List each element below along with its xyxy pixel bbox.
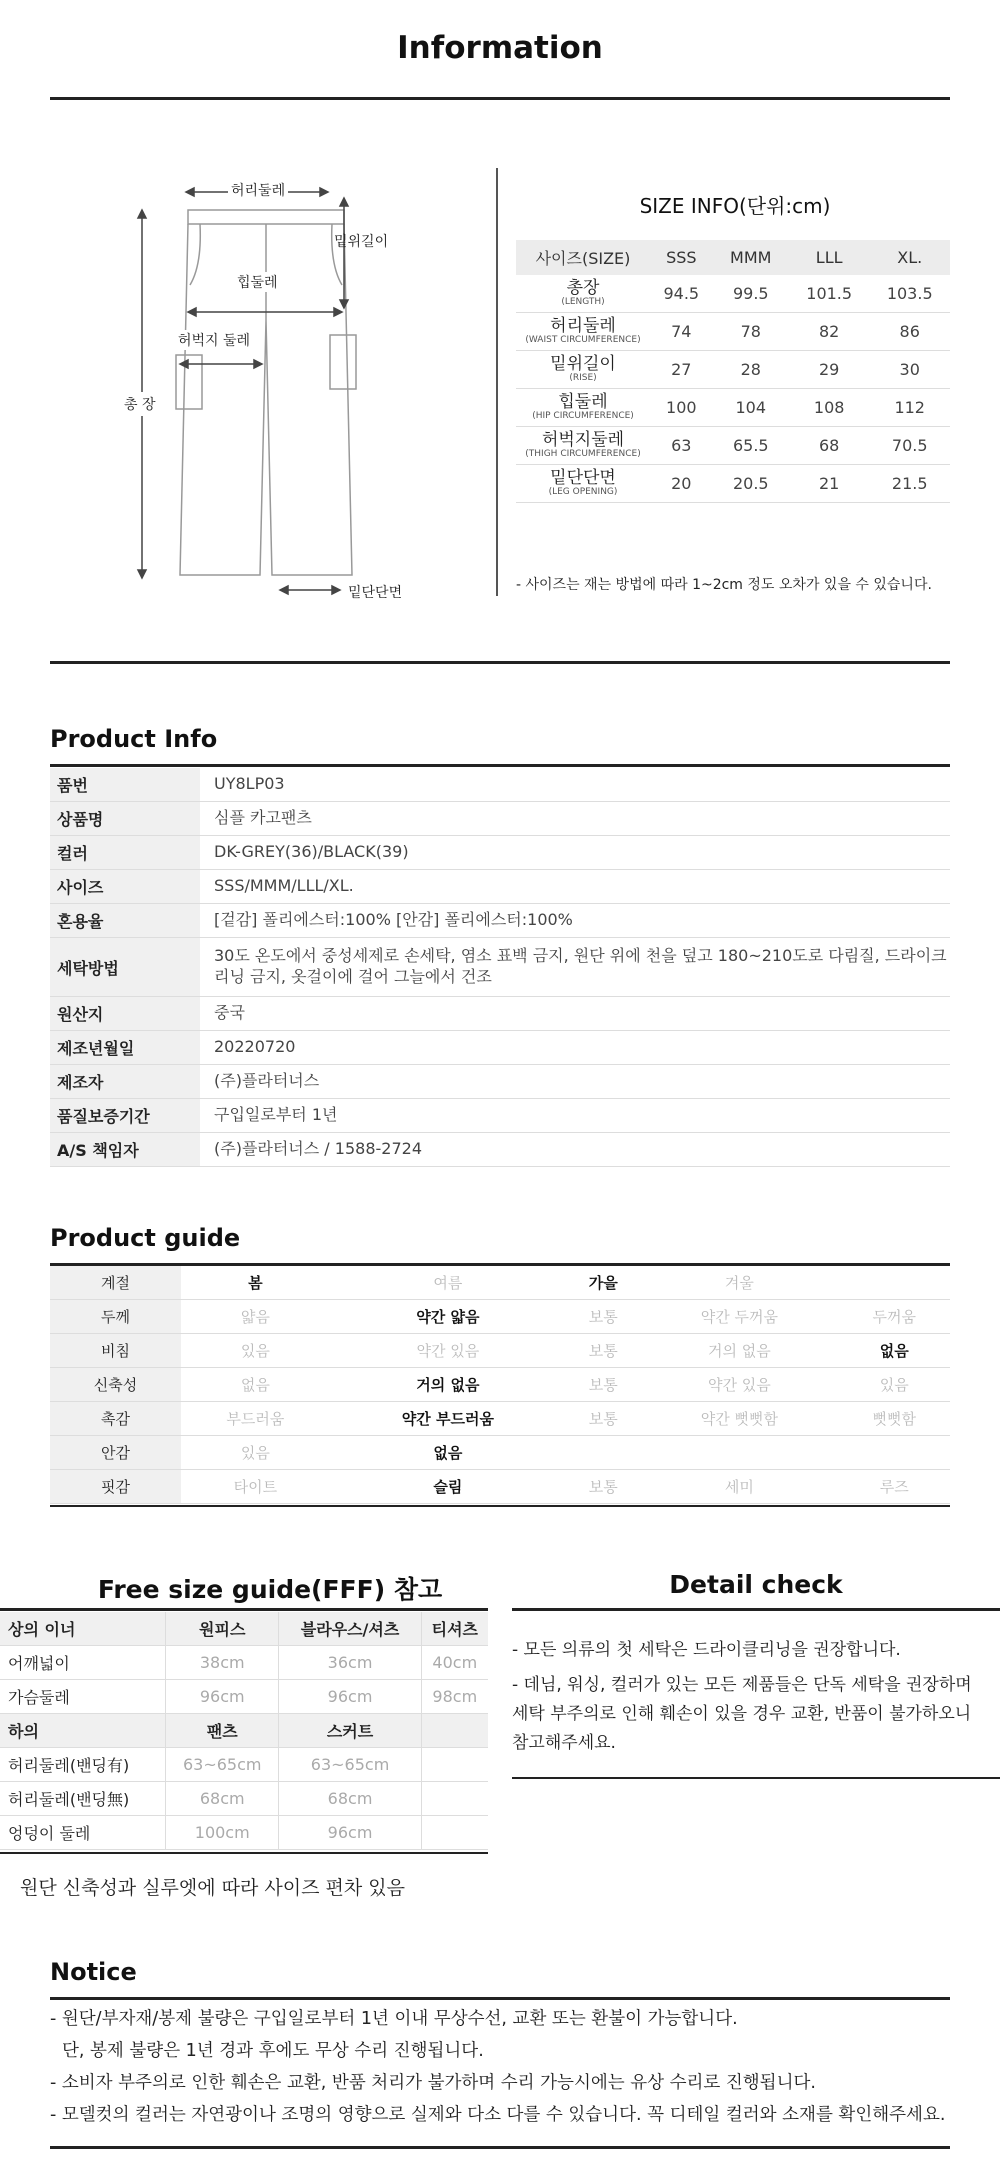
free-size-value: 63~65cm [279, 1748, 421, 1782]
size-value: 100 [650, 389, 713, 427]
product-info-key: A/S 책임자 [50, 1133, 200, 1167]
size-label-ko: 총장 [566, 277, 600, 298]
free-size-value: 96cm [279, 1816, 421, 1850]
size-value: 74 [650, 313, 713, 351]
label-rise: 밑위길이 [334, 234, 389, 250]
free-size-value: 원피스 [166, 1612, 279, 1646]
guide-option: 타이트 [181, 1470, 330, 1504]
guide-option [566, 1436, 640, 1470]
product-info-value: (주)플라터너스 [214, 1071, 320, 1091]
guide-option: 약간 있음 [330, 1334, 566, 1368]
product-info-value: SSS/MMM/LLL/XL. [214, 876, 354, 896]
guide-option: 보통 [566, 1470, 640, 1504]
free-size-value: 38cm [166, 1646, 279, 1680]
guide-row [50, 1470, 950, 1504]
size-row [516, 351, 950, 389]
guide-option: 얇음 [181, 1300, 330, 1334]
free-size-key: 가슴둘레 [0, 1680, 166, 1714]
size-value: 104 [713, 389, 789, 427]
cargo-pocket-left [176, 355, 202, 409]
size-row-label [516, 465, 650, 503]
detail-check-title: Detail check [669, 1570, 843, 1599]
size-value: 28 [713, 351, 789, 389]
product-info-value: 중국 [214, 1003, 245, 1023]
product-info-value: (주)플라터너스 / 1588-2724 [214, 1139, 422, 1159]
product-info-value: 심플 카고팬츠 [214, 808, 312, 828]
divider [0, 1852, 488, 1854]
size-value: 63 [650, 427, 713, 465]
guide-row [50, 1402, 950, 1436]
free-size-value: 티셔츠 [421, 1612, 488, 1646]
product-info-key: 사이즈 [50, 870, 200, 904]
free-size-row [0, 1816, 488, 1850]
size-note: - 사이즈는 재는 방법에 따라 1~2cm 정도 오차가 있을 수 있습니다. [516, 577, 932, 593]
free-size-value: 블라우스/셔츠 [279, 1612, 421, 1646]
size-row-label [516, 427, 650, 465]
guide-option [838, 1436, 950, 1470]
size-value: 68 [789, 427, 870, 465]
label-waist: 허리둘레 [228, 180, 288, 200]
size-value: 82 [789, 313, 870, 351]
guide-option: 없음 [181, 1368, 330, 1402]
size-label-en: (HIP CIRCUMFERENCE) [532, 410, 634, 421]
free-size-value [421, 1748, 488, 1782]
free-size-header-row [0, 1714, 488, 1748]
free-size-row [0, 1680, 488, 1714]
label-hip: 힙둘레 [234, 272, 281, 292]
product-info-key: 제조년월일 [50, 1031, 200, 1065]
product-info-key: 품번 [50, 768, 200, 802]
guide-row [50, 1368, 950, 1402]
free-size-value [421, 1782, 488, 1816]
divider [512, 1777, 1000, 1779]
divider [50, 1997, 950, 2000]
free-size-row [0, 1748, 488, 1782]
divider [0, 1608, 488, 1611]
free-size-key: 어깨넓이 [0, 1646, 166, 1680]
free-size-key: 엉덩이 둘레 [0, 1816, 166, 1850]
free-size-key: 허리둘레(밴딩有) [0, 1748, 166, 1782]
product-info-value: 20220720 [214, 1037, 296, 1057]
guide-option: 보통 [566, 1368, 640, 1402]
guide-option: 약간 얇음 [330, 1300, 566, 1334]
notice-line: - 소비자 부주의로 인한 훼손은 교환, 반품 처리가 불가하며 수리 가능시에는 유상 수리로 진행됩니다. [50, 2073, 816, 2093]
divider [50, 1505, 950, 1507]
size-value: 108 [789, 389, 870, 427]
size-value: 20 [650, 465, 713, 503]
size-value: 101.5 [789, 275, 870, 313]
detail-check-body [512, 1636, 992, 1764]
divider [50, 2146, 950, 2149]
cargo-pocket-right [330, 335, 356, 389]
product-info-key: 상품명 [50, 802, 200, 836]
free-size-value: 98cm [421, 1680, 488, 1714]
size-row-label [516, 313, 650, 351]
size-row-label [516, 389, 650, 427]
guide-option: 두꺼움 [838, 1300, 950, 1334]
size-value: 70.5 [869, 427, 950, 465]
guide-option: 봄 [181, 1266, 330, 1300]
size-label-en: (LEG OPENING) [548, 486, 618, 497]
product-info-key: 혼용율 [50, 904, 200, 938]
product-info-value: DK-GREY(36)/BLACK(39) [214, 842, 409, 862]
product-info-value: [겉감] 폴리에스터:100% [안감] 폴리에스터:100% [214, 910, 573, 930]
guide-option: 거의 없음 [640, 1334, 838, 1368]
guide-key: 촉감 [50, 1402, 181, 1436]
guide-option: 가을 [566, 1266, 640, 1300]
guide-option: 보통 [566, 1300, 640, 1334]
product-info-row [50, 997, 950, 1031]
pants-diagram [110, 170, 470, 610]
label-thigh: 허벅지 둘레 [176, 330, 252, 350]
pants-waistband [188, 210, 344, 224]
free-size-value: 스커트 [279, 1714, 421, 1748]
product-info-title: Product Info [50, 725, 218, 753]
guide-option: 있음 [181, 1334, 330, 1368]
divider [50, 97, 950, 100]
free-size-key: 상의 이너 [0, 1612, 166, 1646]
guide-option: 있음 [838, 1368, 950, 1402]
product-info-key: 원산지 [50, 997, 200, 1031]
size-row-label [516, 275, 650, 313]
product-info-row [50, 870, 950, 904]
free-size-key: 하의 [0, 1714, 166, 1748]
guide-option [838, 1266, 950, 1300]
guide-option: 겨울 [640, 1266, 838, 1300]
free-size-value [421, 1714, 488, 1748]
free-size-note: 원단 신축성과 실루엣에 따라 사이즈 편차 있음 [20, 1877, 405, 1899]
size-row [516, 465, 950, 503]
size-value: 78 [713, 313, 789, 351]
guide-option: 보통 [566, 1334, 640, 1368]
guide-option: 약간 뻣뻣함 [640, 1402, 838, 1436]
guide-key: 비침 [50, 1334, 181, 1368]
guide-option: 여름 [330, 1266, 566, 1300]
label-hem: 밑단단면 [348, 585, 403, 601]
guide-row [50, 1436, 950, 1470]
free-size-table [0, 1612, 488, 1850]
notice-line: - 모델컷의 컬러는 자연광이나 조명의 영향으로 실제와 다소 다를 수 있습니다. 꼭 디테일 컬러와 소재를 확인해주세요. [50, 2105, 946, 2125]
product-info-row [50, 938, 950, 997]
size-value: 65.5 [713, 427, 789, 465]
size-header-cell: 사이즈(SIZE) [516, 240, 650, 275]
guide-option: 루즈 [838, 1470, 950, 1504]
size-row-label [516, 351, 650, 389]
guide-option: 부드러움 [181, 1402, 330, 1436]
size-row [516, 389, 950, 427]
size-value: 29 [789, 351, 870, 389]
guide-option: 뻣뻣함 [838, 1402, 950, 1436]
size-header-cell: MMM [713, 240, 789, 275]
size-value: 112 [869, 389, 950, 427]
size-label-ko: 밑위길이 [550, 353, 616, 374]
divider [512, 1608, 1000, 1611]
guide-option: 없음 [838, 1334, 950, 1368]
product-info-row [50, 1065, 950, 1099]
size-value: 99.5 [713, 275, 789, 313]
free-size-guide-title: Free size guide(FFF) 참고 [97, 1575, 443, 1604]
guide-option: 보통 [566, 1402, 640, 1436]
size-header-cell: XL. [869, 240, 950, 275]
size-row [516, 427, 950, 465]
guide-row [50, 1266, 950, 1300]
guide-row [50, 1300, 950, 1334]
free-size-value: 팬츠 [166, 1714, 279, 1748]
size-label-en: (WAIST CIRCUMFERENCE) [525, 334, 641, 345]
product-info-table [50, 768, 950, 1167]
guide-option: 슬림 [330, 1470, 566, 1504]
size-value: 21 [789, 465, 870, 503]
divider [50, 764, 950, 767]
product-info-key: 세탁방법 [50, 938, 200, 997]
guide-key: 두께 [50, 1300, 181, 1334]
product-info-value: UY8LP03 [214, 774, 285, 794]
size-value: 27 [650, 351, 713, 389]
free-size-value: 63~65cm [166, 1748, 279, 1782]
free-size-value: 100cm [166, 1816, 279, 1850]
product-info-key: 제조자 [50, 1065, 200, 1099]
product-info-value: 30도 온도에서 중성세제로 손세탁, 염소 표백 금지, 원단 위에 천을 덮고 180~210도로 다림질, 드라이크리닝 금지, 옷걸이에 걸어 그늘에서 건조 [214, 946, 947, 986]
size-row [516, 313, 950, 351]
free-size-key: 허리둘레(밴딩無) [0, 1782, 166, 1816]
free-size-header-row [0, 1612, 488, 1646]
free-size-value: 68cm [166, 1782, 279, 1816]
product-info-row [50, 768, 950, 802]
free-size-row [0, 1782, 488, 1816]
guide-key: 핏감 [50, 1470, 181, 1504]
free-size-value: 96cm [279, 1680, 421, 1714]
guide-option: 약간 있음 [640, 1368, 838, 1402]
size-label-en: (RISE) [569, 372, 597, 383]
information-title: Information [397, 30, 603, 66]
product-info-key: 품질보증기간 [50, 1099, 200, 1133]
free-size-value: 36cm [279, 1646, 421, 1680]
size-value: 20.5 [713, 465, 789, 503]
size-row [516, 275, 950, 313]
size-label-ko: 힙둘레 [558, 391, 608, 412]
size-header-cell: LLL [789, 240, 870, 275]
free-size-row [0, 1646, 488, 1680]
guide-option: 약간 부드러움 [330, 1402, 566, 1436]
size-label-en: (LENGTH) [561, 296, 605, 307]
guide-option: 약간 두꺼움 [640, 1300, 838, 1334]
guide-option: 없음 [330, 1436, 566, 1470]
product-guide-table [50, 1266, 950, 1504]
product-info-row [50, 904, 950, 938]
guide-row [50, 1334, 950, 1368]
product-info-value: 구입일로부터 1년 [214, 1105, 338, 1125]
size-label-ko: 밑단단면 [550, 467, 616, 488]
size-value: 21.5 [869, 465, 950, 503]
size-value: 30 [869, 351, 950, 389]
guide-key: 신축성 [50, 1368, 181, 1402]
size-table [516, 240, 950, 503]
detail-check-item: - 모든 의류의 첫 세탁은 드라이클리닝을 권장합니다. [512, 1640, 901, 1660]
guide-key: 계절 [50, 1266, 181, 1300]
product-info-row [50, 836, 950, 870]
guide-option: 있음 [181, 1436, 330, 1470]
guide-option: 거의 없음 [330, 1368, 566, 1402]
label-length: 총 장 [124, 392, 156, 416]
size-value: 86 [869, 313, 950, 351]
size-label-ko: 허벅지둘레 [541, 429, 625, 450]
product-info-key: 컬러 [50, 836, 200, 870]
size-value: 94.5 [650, 275, 713, 313]
product-info-row [50, 1133, 950, 1167]
guide-key: 안감 [50, 1436, 181, 1470]
free-size-value: 40cm [421, 1646, 488, 1680]
guide-option [640, 1436, 838, 1470]
notice-title: Notice [50, 1958, 137, 1986]
vertical-divider [496, 168, 498, 596]
guide-option: 세미 [640, 1470, 838, 1504]
notice-body [50, 2003, 950, 2131]
divider [50, 661, 950, 664]
notice-line: - 원단/부자재/봉제 불량은 구입일로부터 1년 이내 무상수선, 교환 또는 환불이 가능합니다. [50, 2009, 738, 2029]
detail-check-item: - 데님, 워싱, 컬러가 있는 모든 제품들은 단독 세탁을 권장하며 세탁 부주의로 인해 훼손이 있을 경우 교환, 반품이 불가하오니 참고해주세요. [512, 1675, 972, 1753]
product-info-row [50, 802, 950, 836]
product-guide-title: Product guide [50, 1224, 241, 1252]
product-info-row [50, 1031, 950, 1065]
free-size-value: 68cm [279, 1782, 421, 1816]
free-size-value: 96cm [166, 1680, 279, 1714]
free-size-value [421, 1816, 488, 1850]
product-info-row [50, 1099, 950, 1133]
size-label-en: (THIGH CIRCUMFERENCE) [525, 448, 641, 459]
size-value: 103.5 [869, 275, 950, 313]
notice-line: 단, 봉제 불량은 1년 경과 후에도 무상 수리 진행됩니다. [62, 2041, 484, 2061]
size-label-ko: 허리둘레 [550, 315, 616, 336]
size-info-title: SIZE INFO(단위:cm) [639, 194, 831, 218]
size-header-cell: SSS [650, 240, 713, 275]
